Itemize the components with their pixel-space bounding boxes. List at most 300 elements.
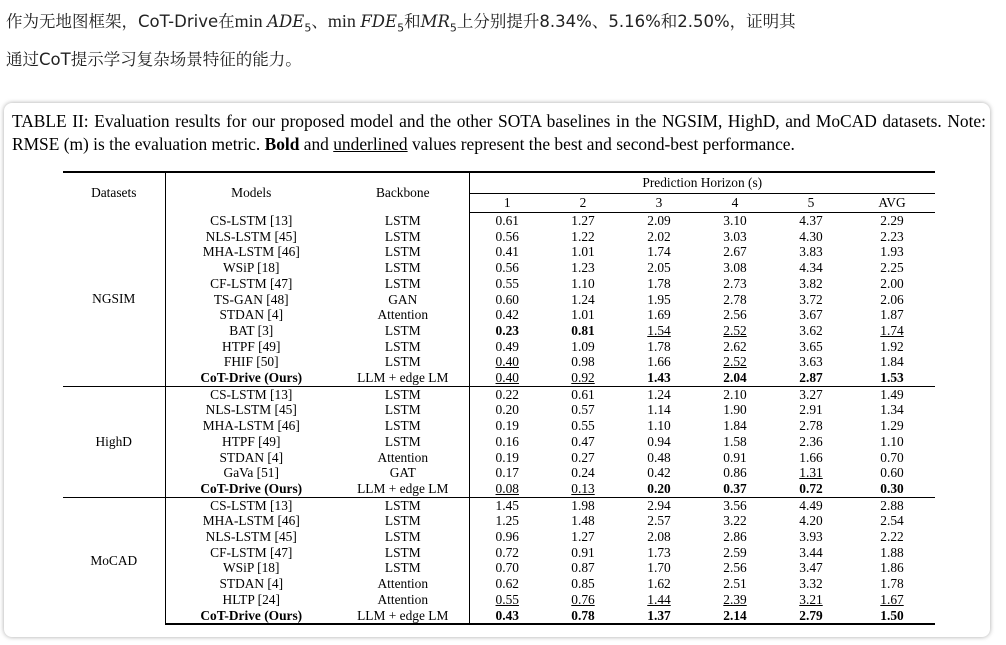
table-row [63, 481, 935, 497]
value-3: 2.02 [647, 228, 671, 244]
value-5: 3.83 [799, 244, 823, 260]
backbone-cell: LSTM [337, 434, 469, 450]
intro-sub-1: 5 [304, 21, 312, 35]
value-cell [621, 339, 697, 355]
horizon-header-avg: AVG [849, 194, 935, 213]
value-cell [469, 450, 545, 466]
value-3: 1.44 [647, 591, 671, 607]
value-cell [697, 497, 773, 513]
value-cell [773, 386, 849, 402]
value-2: 0.24 [571, 465, 595, 481]
backbone-cell: LSTM [337, 276, 469, 292]
intro-sub-2: 5 [397, 21, 405, 35]
value-cell [849, 292, 935, 308]
value-1: 0.43 [495, 607, 519, 623]
value-1: 0.40 [495, 354, 519, 370]
value-cell [697, 529, 773, 545]
table-row [63, 608, 935, 625]
backbone-cell: Attention [337, 307, 469, 323]
table-row [63, 323, 935, 339]
value-cell [773, 529, 849, 545]
value-cell [773, 434, 849, 450]
backbone-cell: LLM + edge LM [337, 370, 469, 386]
value-avg: 1.53 [880, 370, 904, 386]
value-cell [697, 323, 773, 339]
model-cell: MHA-LSTM [46] [202, 513, 300, 529]
model-cell: STDAN [4] [219, 307, 284, 323]
value-5: 3.47 [799, 560, 823, 576]
value-avg: 1.67 [880, 591, 904, 607]
value-cell [469, 229, 545, 245]
value-1: 0.08 [495, 480, 519, 496]
value-3: 1.69 [647, 307, 671, 323]
value-3: 1.37 [647, 607, 671, 623]
model-cell: MHA-LSTM [46] [202, 244, 300, 260]
value-cell [697, 450, 773, 466]
value-cell [773, 465, 849, 481]
value-cell [545, 560, 621, 576]
value-4: 2.62 [723, 338, 747, 354]
value-cell [773, 576, 849, 592]
value-2: 0.55 [571, 418, 595, 434]
value-2: 1.98 [571, 497, 595, 513]
value-2: 1.48 [571, 513, 595, 529]
table-row [63, 292, 935, 308]
value-cell [545, 276, 621, 292]
caption-bold-word: Bold [264, 134, 300, 154]
value-3: 2.05 [647, 260, 671, 276]
value-cell [545, 354, 621, 370]
value-cell [773, 307, 849, 323]
value-cell [621, 497, 697, 513]
value-cell [849, 513, 935, 529]
horizon-header-5: 5 [773, 194, 849, 213]
value-cell [469, 545, 545, 561]
value-cell [621, 465, 697, 481]
model-cell: CoT-Drive (Ours) [200, 370, 303, 386]
value-cell [849, 560, 935, 576]
value-cell [773, 481, 849, 497]
model-cell: WSiP [18] [223, 560, 280, 576]
value-5: 3.44 [799, 544, 823, 560]
value-4: 0.91 [723, 449, 747, 465]
backbone-cell: LSTM [337, 339, 469, 355]
model-cell: CS-LSTM [13] [210, 212, 293, 228]
value-cell [697, 292, 773, 308]
value-5: 2.78 [799, 418, 823, 434]
intro-sep: 、 [311, 12, 328, 31]
value-4: 1.84 [723, 418, 747, 434]
model-cell: STDAN [4] [219, 576, 284, 592]
value-cell [469, 513, 545, 529]
value-cell [621, 260, 697, 276]
model-cell: NLS-LSTM [45] [205, 228, 297, 244]
horizon-header-2: 2 [545, 194, 621, 213]
backbone-cell: LSTM [337, 354, 469, 370]
value-avg: 2.29 [880, 213, 904, 228]
value-cell [469, 481, 545, 497]
backbone-cell: LSTM [337, 213, 469, 229]
value-cell [773, 608, 849, 625]
value-cell [697, 513, 773, 529]
value-avg: 1.84 [880, 354, 904, 370]
value-cell [545, 450, 621, 466]
model-cell: HLTP [24] [222, 591, 280, 607]
value-cell [545, 386, 621, 402]
table-row [63, 465, 935, 481]
value-2: 1.27 [571, 213, 595, 228]
value-avg: 2.23 [880, 228, 904, 244]
value-cell [621, 418, 697, 434]
value-5: 3.67 [799, 307, 823, 323]
value-cell [545, 529, 621, 545]
value-cell [621, 450, 697, 466]
value-1: 0.17 [495, 465, 519, 481]
value-cell [469, 608, 545, 625]
value-5: 3.21 [799, 591, 823, 607]
value-1: 0.40 [495, 370, 519, 386]
value-cell [469, 354, 545, 370]
backbone-cell: LSTM [337, 529, 469, 545]
value-5: 2.91 [799, 402, 823, 418]
value-cell [469, 292, 545, 308]
value-cell [773, 244, 849, 260]
value-cell [469, 402, 545, 418]
value-4: 0.86 [723, 465, 747, 481]
value-cell [849, 418, 935, 434]
value-2: 1.01 [571, 307, 595, 323]
model-cell: WSiP [18] [223, 260, 280, 276]
value-2: 0.81 [571, 322, 595, 338]
backbone-cell: LSTM [337, 418, 469, 434]
value-avg: 1.87 [880, 307, 904, 323]
value-cell [697, 260, 773, 276]
value-5: 2.79 [799, 607, 823, 623]
value-cell [773, 260, 849, 276]
dataset-label-mocad: MoCAD [63, 497, 165, 624]
value-cell [697, 481, 773, 497]
value-4: 1.58 [723, 433, 747, 449]
value-cell [545, 592, 621, 608]
value-cell [849, 545, 935, 561]
value-5: 1.66 [799, 449, 823, 465]
table-row [63, 513, 935, 529]
value-cell [849, 307, 935, 323]
value-2: 0.78 [571, 607, 595, 623]
value-avg: 1.49 [880, 386, 904, 402]
value-cell [469, 386, 545, 402]
value-4: 1.90 [723, 402, 747, 418]
value-3: 2.94 [647, 497, 671, 513]
value-5: 2.87 [799, 370, 823, 386]
value-avg: 2.06 [880, 291, 904, 307]
value-1: 0.19 [495, 418, 519, 434]
value-3: 1.78 [647, 275, 671, 291]
intro-sub-3: 5 [449, 21, 457, 35]
value-5: 4.30 [799, 228, 823, 244]
value-2: 0.57 [571, 402, 595, 418]
value-3: 1.54 [647, 322, 671, 338]
value-cell [773, 418, 849, 434]
value-cell [697, 244, 773, 260]
value-4: 0.37 [723, 480, 747, 496]
value-cell [849, 386, 935, 402]
value-cell [469, 323, 545, 339]
table-row [63, 307, 935, 323]
table-row [63, 560, 935, 576]
value-5: 3.62 [799, 322, 823, 338]
value-1: 0.60 [495, 291, 519, 307]
value-cell [621, 545, 697, 561]
table-figure-card [4, 103, 990, 637]
value-cell [849, 323, 935, 339]
caption-and: and [299, 134, 334, 154]
value-cell [621, 292, 697, 308]
value-4: 2.86 [723, 529, 747, 545]
value-cell [469, 418, 545, 434]
value-cell [773, 213, 849, 229]
value-3: 0.94 [647, 433, 671, 449]
value-cell [697, 354, 773, 370]
value-cell [545, 402, 621, 418]
value-cell [849, 592, 935, 608]
results-table [63, 171, 935, 625]
value-cell [849, 434, 935, 450]
value-avg: 0.70 [880, 449, 904, 465]
table-row [63, 354, 935, 370]
model-cell: TS-GAN [48] [213, 291, 289, 307]
value-5: 4.49 [799, 497, 823, 513]
value-2: 1.27 [571, 529, 595, 545]
value-1: 0.70 [495, 560, 519, 576]
value-cell [545, 465, 621, 481]
value-avg: 2.25 [880, 260, 904, 276]
value-2: 1.24 [571, 291, 595, 307]
value-cell [469, 339, 545, 355]
value-cell [469, 370, 545, 386]
value-avg: 1.50 [880, 607, 904, 623]
value-3: 0.20 [647, 480, 671, 496]
value-4: 2.73 [723, 275, 747, 291]
value-cell [545, 513, 621, 529]
value-cell [545, 292, 621, 308]
table-row [63, 260, 935, 276]
model-cell: GaVa [51] [223, 465, 279, 481]
value-cell [621, 434, 697, 450]
value-1: 0.16 [495, 433, 519, 449]
value-3: 2.08 [647, 529, 671, 545]
value-avg: 0.30 [880, 480, 904, 496]
value-4: 2.56 [723, 560, 747, 576]
value-cell [621, 229, 697, 245]
value-avg: 2.54 [880, 513, 904, 529]
value-cell [545, 418, 621, 434]
intro-min-2: min [327, 11, 361, 31]
value-1: 0.22 [495, 386, 519, 402]
value-3: 1.70 [647, 560, 671, 576]
table-row [63, 244, 935, 260]
value-4: 2.78 [723, 291, 747, 307]
model-cell: CS-LSTM [13] [165, 386, 337, 402]
caption-text-2: values represent the best and second-best performance. [407, 134, 795, 154]
value-cell [849, 497, 935, 513]
value-cell [697, 213, 773, 229]
value-5: 4.20 [799, 513, 823, 529]
value-3: 1.73 [647, 544, 671, 560]
value-cell [849, 354, 935, 370]
intro-ade: ADE [267, 12, 305, 31]
value-cell [469, 576, 545, 592]
value-cell [849, 465, 935, 481]
value-cell [469, 560, 545, 576]
value-cell [773, 513, 849, 529]
value-5: 3.63 [799, 354, 823, 370]
value-4: 3.56 [723, 497, 747, 513]
value-cell [545, 323, 621, 339]
value-cell [773, 339, 849, 355]
value-cell [849, 229, 935, 245]
value-2: 0.76 [571, 591, 595, 607]
value-2: 0.27 [571, 449, 595, 465]
value-cell [697, 370, 773, 386]
value-cell [621, 402, 697, 418]
value-5: 3.32 [799, 576, 823, 592]
value-4: 2.52 [723, 354, 747, 370]
value-2: 0.13 [571, 480, 595, 496]
backbone-cell: Attention [337, 592, 469, 608]
table-caption [12, 110, 986, 156]
value-4: 2.51 [723, 576, 747, 592]
backbone-cell: LSTM [337, 260, 469, 276]
value-3: 1.95 [647, 291, 671, 307]
intro-fde: FDE [360, 12, 398, 31]
backbone-cell: LSTM [337, 386, 469, 402]
value-cell [621, 513, 697, 529]
table-row [63, 576, 935, 592]
value-4: 2.52 [723, 322, 747, 338]
value-cell [545, 307, 621, 323]
value-4: 2.67 [723, 244, 747, 260]
model-cell: STDAN [4] [219, 449, 284, 465]
value-cell [621, 560, 697, 576]
model-cell: HTPF [49] [222, 338, 281, 354]
value-1: 0.61 [495, 213, 519, 228]
value-2: 0.47 [571, 433, 595, 449]
value-1: 0.19 [495, 449, 519, 465]
value-2: 0.61 [571, 386, 595, 402]
value-cell [545, 576, 621, 592]
value-cell [849, 276, 935, 292]
value-2: 0.98 [571, 354, 595, 370]
value-cell [621, 276, 697, 292]
value-cell [545, 434, 621, 450]
value-cell [697, 560, 773, 576]
model-cell: HTPF [49] [222, 433, 281, 449]
value-1: 0.23 [495, 322, 519, 338]
table-row [63, 434, 935, 450]
value-cell [697, 307, 773, 323]
value-1: 0.56 [495, 228, 519, 244]
value-3: 1.66 [647, 354, 671, 370]
table-row [63, 213, 935, 229]
value-cell [621, 213, 697, 229]
value-cell [697, 229, 773, 245]
value-1: 0.72 [495, 544, 519, 560]
value-2: 0.91 [571, 544, 595, 560]
caption-underlined-word: underlined [333, 134, 408, 154]
backbone-cell: LSTM [337, 402, 469, 418]
value-cell [773, 560, 849, 576]
value-cell [773, 276, 849, 292]
value-cell [621, 307, 697, 323]
value-1: 0.20 [495, 402, 519, 418]
value-1: 0.62 [495, 576, 519, 592]
value-cell [849, 213, 935, 229]
value-4: 3.03 [723, 228, 747, 244]
table-row [63, 386, 935, 402]
backbone-cell: LSTM [337, 545, 469, 561]
value-4: 2.59 [723, 544, 747, 560]
value-cell [849, 608, 935, 625]
value-4: 3.10 [723, 213, 747, 228]
backbone-cell: LSTM [337, 560, 469, 576]
value-avg: 1.88 [880, 544, 904, 560]
value-2: 0.87 [571, 560, 595, 576]
value-2: 0.92 [571, 370, 595, 386]
value-cell [469, 276, 545, 292]
value-cell [545, 260, 621, 276]
value-cell [545, 339, 621, 355]
value-cell [621, 576, 697, 592]
value-3: 1.43 [647, 370, 671, 386]
value-cell [545, 229, 621, 245]
value-cell [697, 608, 773, 625]
value-3: 1.78 [647, 338, 671, 354]
value-cell [773, 370, 849, 386]
backbone-cell: LLM + edge LM [337, 481, 469, 497]
value-cell [621, 244, 697, 260]
table-row [63, 497, 935, 513]
table-row [63, 450, 935, 466]
value-cell [545, 213, 621, 229]
value-5: 3.65 [799, 338, 823, 354]
value-3: 0.48 [647, 449, 671, 465]
value-cell [621, 608, 697, 625]
value-cell [697, 402, 773, 418]
backbone-cell: GAT [337, 465, 469, 481]
value-cell [697, 339, 773, 355]
value-cell [773, 402, 849, 418]
value-3: 0.42 [647, 465, 671, 481]
value-3: 2.09 [647, 213, 671, 228]
value-cell [545, 608, 621, 625]
value-1: 0.55 [495, 275, 519, 291]
value-cell [545, 244, 621, 260]
value-cell [621, 354, 697, 370]
value-5: 1.31 [799, 465, 823, 481]
backbone-cell: LLM + edge LM [337, 608, 469, 625]
value-cell [469, 497, 545, 513]
value-cell [469, 260, 545, 276]
horizon-header-1: 1 [469, 194, 545, 213]
table-row [63, 370, 935, 386]
model-cell: NLS-LSTM [45] [205, 529, 297, 545]
value-cell [849, 576, 935, 592]
value-cell [773, 450, 849, 466]
value-cell [849, 260, 935, 276]
value-2: 1.10 [571, 275, 595, 291]
value-2: 0.85 [571, 576, 595, 592]
